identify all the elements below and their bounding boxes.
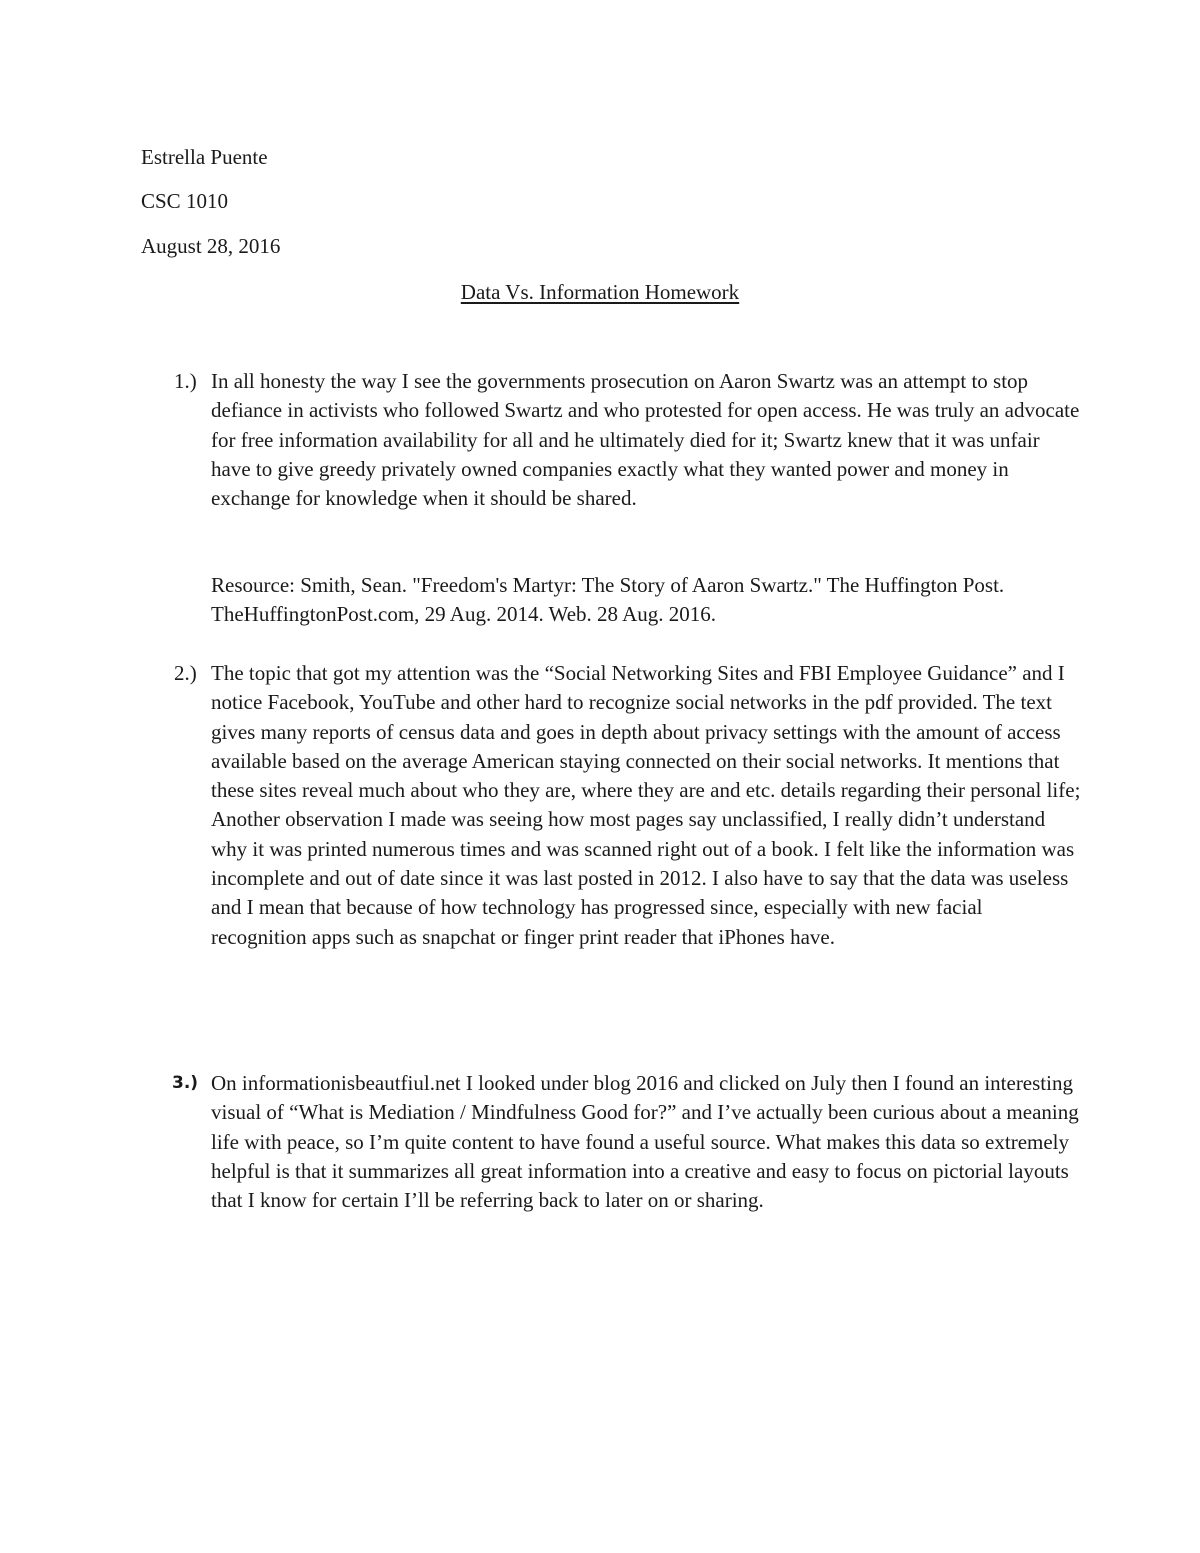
resource-citation: Resource: Smith, Sean. "Freedom's Martyr: The Story of Aaron Swartz." The Huffington Post. TheHuffingtonPost.com, 29 Aug. 2014. Web. 28 Aug. 2016. xyxy=(211,573,1005,627)
item-number: 3.) xyxy=(172,1073,199,1093)
course-code: CSC 1010 xyxy=(141,189,228,213)
item-text: The topic that got my attention was the “Social Networking Sites and FBI Employee Guidance” and I notice Facebook, YouTube and other hard to recognize social networks in the pdf provided. The text gives many reports of census data and goes in depth about privacy settings with the amount of access available based on the average American staying connected on their social networks. It mentions that these sites reveal much about who they are, where they are and etc. details regarding their personal life; Another observation I made was seeing how most pages say unclassified, I really didn’t understand why it was printed numerous times and was scanned right out of a book. I felt like the information was incomplete and out of date since it was last posted in 2012. I also have to say that the data was useless and I mean that because of how technology has progressed since, especially with new facial recognition apps such as snapchat or finger print reader that iPhones have. xyxy=(211,661,1081,949)
document-date: August 28, 2016 xyxy=(141,234,281,258)
item-text: On informationisbeautfiul.net I looked under blog 2016 and clicked on July then I found an interesting visual of “What is Mediation / Mindfulness Good for?” and I’ve actually been curious about a meaning life with peace, so I’m quite content to have found a useful source. What makes this data so extremely helpful is that it summarizes all great information into a creative and easy to focus on pictorial layouts that I know for certain I’ll be referring back to later on or sharing. xyxy=(211,1071,1079,1213)
item-number: 2.) xyxy=(174,661,197,685)
item-text: In all honesty the way I see the governments prosecution on Aaron Swartz was an attempt to stop defiance in activists who followed Swartz and who protested for open access. He was truly an advocate for free information availability for all and he ultimately died for it; Swartz knew that it was unfair have to give greedy privately owned companies exactly what they wanted power and money in exchange for knowledge when it should be shared. xyxy=(211,369,1080,511)
author-name: Estrella Puente xyxy=(141,145,268,169)
document-title: Data Vs. Information Homework xyxy=(460,280,740,304)
item-number: 1.) xyxy=(174,369,197,393)
